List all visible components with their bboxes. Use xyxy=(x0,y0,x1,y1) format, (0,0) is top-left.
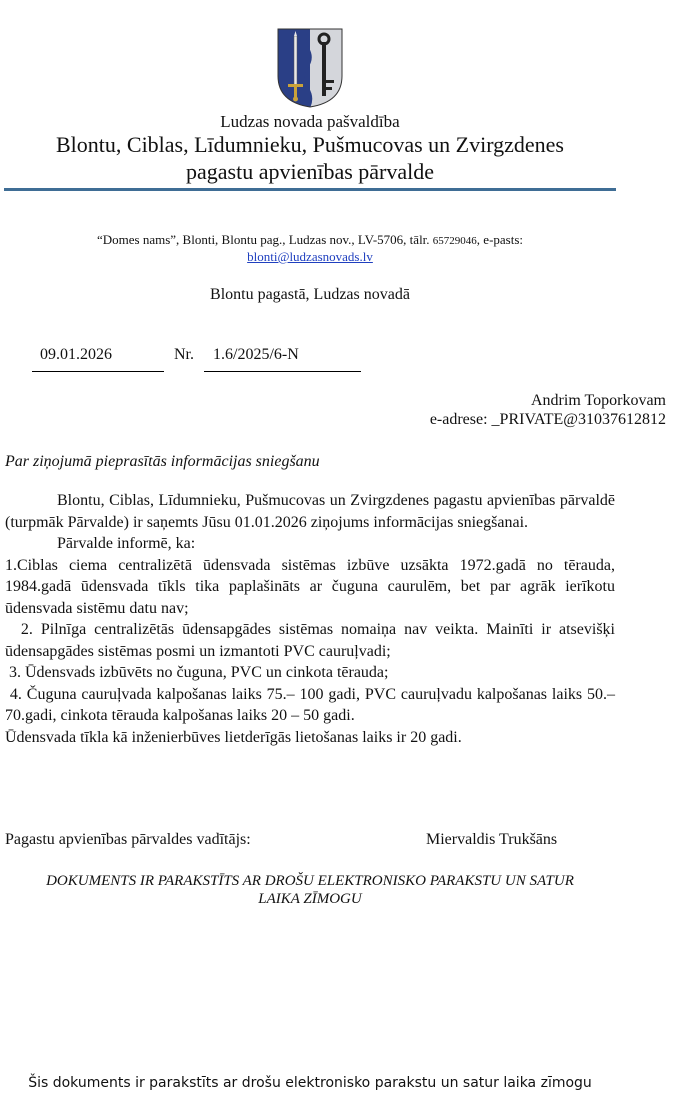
date-underline xyxy=(32,371,164,372)
body-item-4: 4. Čuguna cauruļvada kalpošanas laiks 75.– 100 gadi, PVC cauruļvadu kalpošanas laiks 50.– 70.gadi, cinkota tērauda kalpošanas laiks 20 – 50 gadi. xyxy=(5,685,620,724)
contact-address: “Domes nams”, Blonti, Blontu pag., Ludzas nov., LV-5706, tālr. xyxy=(96,232,430,247)
contact-info xyxy=(0,232,620,265)
signatory-title: Pagastu apvienības pārvaldes vadītājs: xyxy=(5,831,251,848)
letter-subject: Par ziņojumā pieprasītās informācijas sniegšanu xyxy=(5,453,320,470)
organization-name xyxy=(0,131,620,185)
organization-line-2: pagastu apvienības pārvalde xyxy=(185,159,434,184)
place-of-issue: Blontu pagastā, Ludzas novadā xyxy=(210,286,410,303)
signature-note-line-2: LAIKA ZĪMOGU xyxy=(258,891,362,907)
contact-phone: 65729046 xyxy=(432,235,477,247)
body-item-3: 3. Ūdensvads izbūvēts no čuguna, PVC un cinkota tērauda; xyxy=(5,664,389,681)
header-divider xyxy=(4,188,616,191)
coat-of-arms-icon xyxy=(277,28,343,108)
document-date: 09.01.2026 xyxy=(40,346,112,363)
body-lead: Pārvalde informē, ka: xyxy=(57,535,196,552)
organization-line-1: Blontu, Ciblas, Līdumnieku, Pušmucovas un Zvirgzdenes xyxy=(56,132,564,157)
body-intro: Blontu, Ciblas, Līdumnieku, Pušmucovas un Zvirgzdenes pagastu apvienības pārvaldē (turpmāk Pārvalde) ir saņemts Jūsu 01.01.2026 ziņojums informācijas sniegšanai. xyxy=(5,492,615,531)
recipient-name: Andrim Toporkovam xyxy=(530,392,666,409)
signatory-name: Miervaldis Trukšāns xyxy=(426,831,558,848)
body-closing: Ūdensvada tīkla kā inženierbūves lietderīgās lietošanas laiks ir 20 gadi. xyxy=(5,728,462,746)
contact-email-link[interactable]: blonti@ludzasnovads.lv xyxy=(247,249,373,264)
recipient-eaddress: e-adrese: _PRIVATE@31037612812 xyxy=(429,411,666,428)
body-item-1: 1.Ciblas ciema centralizētā ūdensvada sistēmas izbūve uzsākta 1972.gadā no tērauda, 1984.gadā ūdensvada tīkls tika paplašināts ar čuguna caurulēm, bet par agrāk ierīkotu ūdensvada sistēmu datu nav; xyxy=(5,556,615,617)
signature-note-line-1: DOKUMENTS IR PARAKSTĪTS AR DROŠU ELEKTRONISKO PARAKSTU UN SATUR xyxy=(46,873,574,889)
number-underline xyxy=(204,371,361,372)
letter-body xyxy=(5,490,620,748)
document-number-label: Nr. xyxy=(174,346,194,363)
electronic-signature-note xyxy=(0,872,620,908)
body-item-2: 2. Pilnīga centralizētās ūdensapgādes sistēmas nomaiņa nav veikta. Mainīti ir atsevišķi ūdensapgādes sistēmas posmi un izmantoti PVC cauruļvadi; xyxy=(5,621,620,660)
contact-email-label: , e-pasts: xyxy=(476,232,524,247)
document-number: 1.6/2025/6-N xyxy=(213,346,299,363)
municipality-name: Ludzas novada pašvaldība xyxy=(220,112,400,131)
footer-note: Šis dokuments ir parakstīts ar drošu elektronisko parakstu un satur laika zīmogu xyxy=(28,1075,592,1091)
